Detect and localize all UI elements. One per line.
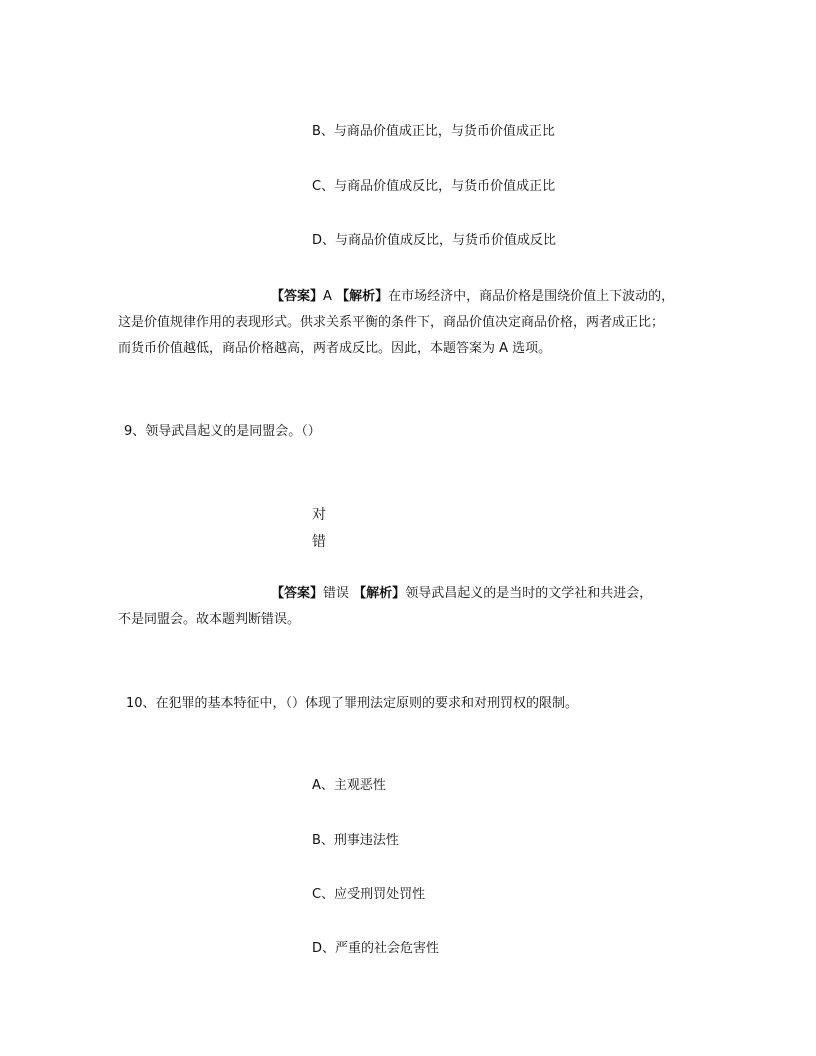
answer-value: A <box>323 289 332 304</box>
answer-value: 错误 <box>323 586 350 601</box>
analysis-text: 这是价值规律作用的表现形式。供求关系平衡的条件下，商品价值决定商品价格，两者成正比； <box>118 315 665 330</box>
q9-option-true: 对 <box>312 507 326 523</box>
answer-tag: 【答案】 <box>271 289 324 304</box>
q8-option-b: B、与商品价值成正比，与货币价值成正比 <box>312 124 555 139</box>
analysis-text: 领导武昌起义的是当时的文学社和共进会， <box>405 586 653 601</box>
q10-option-c: C、应受刑罚处罚性 <box>312 887 426 902</box>
q10-question: 10、在犯罪的基本特征中，（）体现了罪刑法定原则的要求和对刑罚权的限制。 <box>126 696 579 711</box>
answer-tag: 【答案】 <box>271 586 324 601</box>
q9-question: 9、领导武昌起义的是同盟会。（） <box>124 424 321 439</box>
q8-option-c: C、与商品价值成反比，与货币价值成正比 <box>312 179 556 194</box>
analysis-text: 而货币价值越低，商品价格越高，两者成反比。因此，本题答案为 A 选项。 <box>118 341 552 356</box>
q9-option-false: 错 <box>312 534 326 550</box>
analysis-text: 不是同盟会。故本题判断错误。 <box>118 612 301 627</box>
q8-option-d: D、与商品价值成反比，与货币价值成反比 <box>312 233 557 248</box>
analysis-tag: 【解析】 <box>336 289 389 304</box>
q9-answer-first-line <box>118 581 718 607</box>
q10-option-b: B、刑事违法性 <box>312 833 399 848</box>
q10-option-a: A、主观恶性 <box>312 778 386 793</box>
q8-answer-first-line <box>118 284 718 310</box>
q8-answer-block <box>118 284 718 362</box>
q9-answer-block <box>118 581 718 633</box>
q10-option-d: D、严重的社会危害性 <box>312 941 440 956</box>
analysis-tag: 【解析】 <box>353 586 406 601</box>
analysis-text: 在市场经济中，商品价格是围绕价值上下波动的， <box>388 289 675 304</box>
